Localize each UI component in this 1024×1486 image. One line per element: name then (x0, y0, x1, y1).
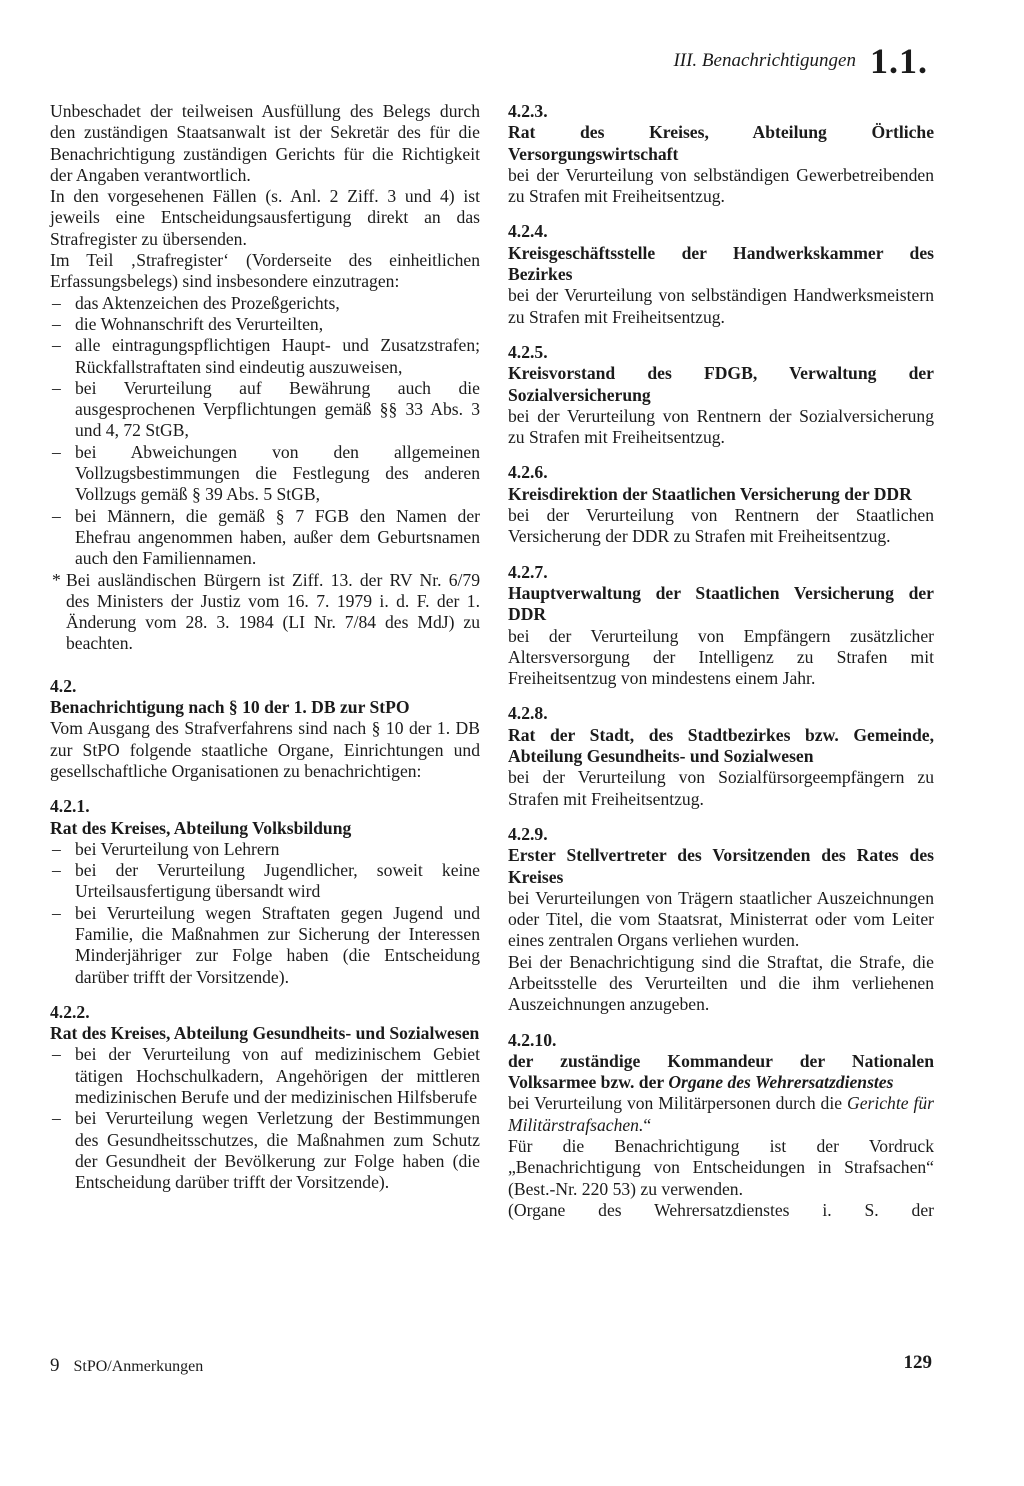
section-heading: Kreisvorstand des FDGB, Verwaltung der Sozialversicherung (508, 363, 934, 405)
section-text: bei der Verurteilung von Rentnern der Staatlichen Versicherung der DDR zu Strafen mit Freiheitsentzug. (508, 505, 934, 547)
section-heading: Kreisdirektion der Staatlichen Versicherung der DDR (508, 483, 912, 504)
section-text: bei der Verurteilung von selbständigen Handwerksmeistern zu Strafen mit Freiheitsentzug. (508, 285, 934, 327)
intro-paragraph: In den vorgesehenen Fällen (s. Anl. 2 Ziff. 3 und 4) ist jeweils eine Entscheidungsausfertigung direkt an das Strafregister zu übersenden. (50, 186, 480, 249)
section-text: bei der Verurteilung von Sozialfürsorgeempfängern zu Strafen mit Freiheitsentzug. (508, 767, 934, 809)
section-heading: Rat des Kreises, Abteilung Volksbildung (50, 817, 352, 838)
text-italic: Gerichte für Militärstrafsachen. (508, 1093, 935, 1135)
footer-title: StPO/Anmerkungen (73, 1358, 204, 1375)
list-item: – bei Abweichungen von den allgemeinen Vollzugsbestimmungen die Festlegung des anderen Vollzugs gemäß § 39 Abs. 5 StGB, (50, 442, 480, 506)
list-item: – bei Verurteilung von Lehrern (50, 839, 480, 860)
section-number: 4.2.6. (508, 462, 548, 483)
right-column (508, 101, 934, 1221)
text-part: bei Verurteilung von Militärpersonen durch die (508, 1093, 843, 1114)
section-text: (Organe des Wehrersatzdienstes i. S. der (508, 1199, 934, 1220)
section-number: 4.2.7. (508, 561, 548, 582)
list-item: – alle eintragungspflichtigen Haupt- und Zusatzstrafen; Rückfallstraftaten sind eindeutig auszuweisen, (50, 335, 480, 378)
left-column (50, 101, 480, 1194)
section-text: Bei der Benachrichtigung sind die Straftat, die Strafe, die Arbeitsstelle des Verurteilten und die ihm verliehenen Auszeichnungen anzugeben. (508, 951, 934, 1015)
chapter-number: 1.1. (870, 41, 928, 81)
section-text: bei der Verurteilung von selbständigen Gewerbetreibenden zu Strafen mit Freiheitsentzug. (508, 164, 934, 207)
section-heading: Erster Stellvertreter des Vorsitzenden des Rates des Kreises (508, 845, 934, 887)
list-item: – bei Verurteilung wegen Verletzung der Bestimmungen des Gesundheitsschutzes, die Maßnahmen zum Schutz der Gesundheit der Bevölkerung zur Folge haben (die Entscheidung darüber trifft der Vorsitzende). (50, 1108, 480, 1193)
section-heading: Rat des Kreises, Abteilung Gesundheits- und Sozialwesen (50, 1023, 480, 1044)
section-number: 4.2.5. (508, 341, 548, 362)
section-heading: Hauptverwaltung der Staatlichen Versicherung der DDR (508, 582, 934, 625)
section-heading: Benachrichtigung nach § 10 der 1. DB zur StPO (50, 697, 410, 718)
section-heading: Rat der Stadt, des Stadtbezirkes bzw. Gemeinde, Abteilung Gesundheits- und Sozialwesen (508, 724, 934, 767)
footnote (50, 570, 480, 655)
heading-text: der zuständige Kommandeur der Nationalen Volksarmee bzw. der (508, 1050, 934, 1093)
footnote-star: * (52, 569, 61, 590)
section-text: Vom Ausgang des Strafverfahrens sind nach § 10 der 1. DB zur StPO folgende staatliche Organe, Einrichtungen und gesellschaftliche Organisationen zu benachrichtigen: (50, 718, 480, 781)
section-heading: Kreisgeschäftsstelle der Handwerkskammer des Bezirkes (508, 242, 934, 285)
section-number: 4.2.2. (50, 1001, 90, 1022)
list-item: – das Aktenzeichen des Prozeßgerichts, (50, 293, 480, 314)
section-number: 4.2.3. (508, 101, 548, 121)
section-text (508, 1093, 934, 1136)
intro-list (50, 293, 480, 570)
list-item: – bei Männern, die gemäß § 7 FGB den Namen der Ehefrau angenommen haben, außer dem Geburtsnamen auch den Familiennamen. (50, 506, 480, 570)
list-item: – bei der Verurteilung Jugendlicher, soweit keine Urteilsausfertigung übersandt wird (50, 860, 480, 903)
section-list (50, 839, 480, 988)
footer-left (50, 1355, 203, 1377)
section-heading (508, 1051, 934, 1094)
intro-paragraph: Unbeschadet der teilweisen Ausfüllung des Belegs durch den zuständigen Staatsanwalt ist der Sekretär des für die Benachrichtigung zuständigen Gerichts für die Richtigkeit der Angaben verantwortlich. (50, 101, 480, 185)
section-number: 4.2.10. (508, 1029, 557, 1050)
section-number: 4.2.8. (508, 703, 548, 724)
list-item: – die Wohnanschrift des Verurteilten, (50, 314, 480, 335)
list-item: – bei Verurteilung auf Bewährung auch die ausgesprochenen Verpflichtungen gemäß §§ 33 Abs. 3 und 4, 72 StGB, (50, 378, 480, 442)
text-part: “ (643, 1114, 652, 1135)
heading-italic: Organe des Wehrersatzdienstes (668, 1072, 894, 1093)
section-text: bei der Verurteilung von Empfängern zusätzlicher Altersversorgung der Intelligenz zu Strafen mit Freiheitsentzug von mindestens einem Jahr. (508, 625, 934, 689)
section-text: Für die Benachrichtigung ist der Vordruck „Benachrichtigung von Entscheidungen in Strafsachen“ (Best.-Nr. 220 53) zu verwenden. (508, 1136, 934, 1199)
page-number: 129 (903, 1352, 932, 1373)
running-header-title: III. Benachrichtigungen (673, 50, 856, 71)
section-number: 4.2.1. (50, 796, 90, 817)
section-number: 4.2.4. (508, 221, 548, 242)
list-item: – bei Verurteilung wegen Straftaten gegen Jugend und Familie, die Maßnahmen zur Sicherung der Interessen Minderjähriger zur Folge haben (die Entscheidung darüber trifft der Vorsitzende). (50, 903, 480, 988)
intro-paragraph: Im Teil ‚Strafregister‘ (Vorderseite des einheitlichen Erfassungsbelegs) sind insbesondere einzutragen: (50, 250, 480, 292)
section-text: bei Verurteilungen von Trägern staatlicher Auszeichnungen oder Titel, die vom Staatsrat, Ministerrat oder vom Leiter eines zentralen Organs verliehen wurden. (508, 887, 934, 951)
list-item: – bei der Verurteilung von auf medizinischem Gebiet tätigen Hochschulkadern, Angehörigen der mittleren medizinischen Berufe und der medizinischen Hilfsberufe (50, 1044, 480, 1108)
section-heading: Rat des Kreises, Abteilung Örtliche Versorgungswirtschaft (508, 122, 934, 164)
footnote-text: Bei ausländischen Bürgern ist Ziff. 13. der RV Nr. 6/79 des Ministers der Justiz vom 16. 7. 1979 i. d. F. der 1. Änderung vom 28. 3. 1984 (LI Nr. 7/84 des MdJ) zu beachten. (66, 569, 480, 654)
section-number: 4.2.9. (508, 823, 548, 844)
footer-sheet-number: 9 (50, 1355, 60, 1376)
section-text: bei der Verurteilung von Rentnern der Sozialversicherung zu Strafen mit Freiheitsentzug. (508, 405, 934, 448)
section-number: 4.2. (50, 675, 77, 696)
section-list (50, 1044, 480, 1193)
